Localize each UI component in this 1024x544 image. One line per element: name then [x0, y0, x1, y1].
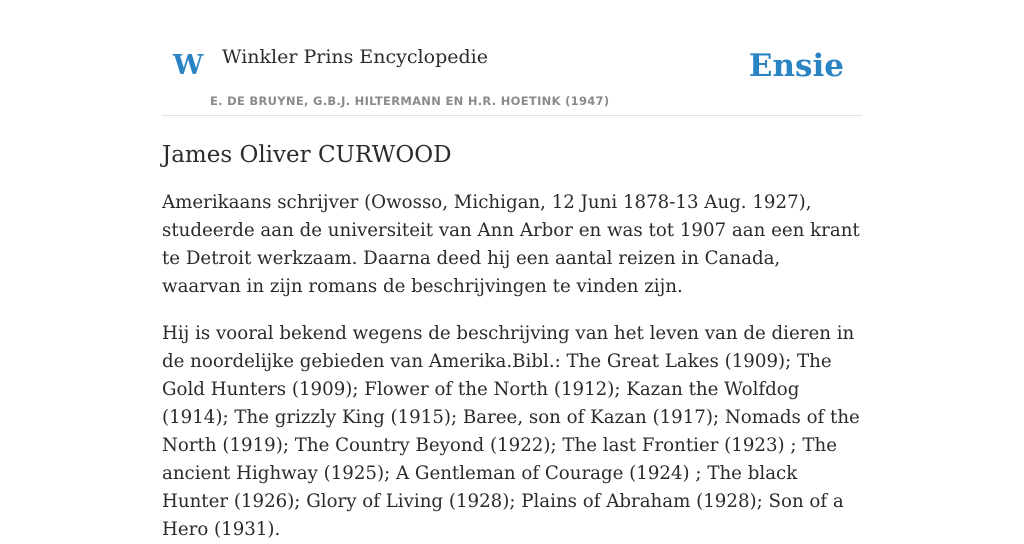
article-title: James Oliver CURWOOD	[162, 142, 452, 168]
encyclopedia-title[interactable]: Winkler Prins Encyclopedie	[222, 46, 488, 68]
article-paragraph: Hij is vooral bekend wegens de beschrijving van het leven van de dieren in de noordelijke gebieden van Amerika.Bibl.: The Great Lakes (1909); The Gold Hunters (1909); Flower of the North (1912); Kazan the Wolfdog (1914); The grizzly King (1915); Baree, son of Kazan (1917); Nomads of the North (1919); The Country Beyond (1922); The last Frontier (1923) ; The ancient Highway (1925); A Gentleman of Courage (1924) ; The black Hunter (1926); Glory of Living (1928); Plains of Abraham (1928); Son of a Hero (1931).	[162, 322, 860, 540]
ensie-logo[interactable]: Ensie	[748, 48, 844, 84]
header	[162, 0, 862, 116]
encyclopedia-logo[interactable]: W	[173, 50, 204, 81]
encyclopedia-authors: E. DE BRUYNE, G.B.J. HILTERMANN EN H.R. HOETINK (1947)	[210, 94, 610, 108]
article-paragraph: Amerikaans schrijver (Owosso, Michigan, 12 Juni 1878-13 Aug. 1927), studeerde aan de universiteit van Ann Arbor en was tot 1907 aan een krant te Detroit werkzaam. Daarna deed hij een aantal reizen in Canada, waarvan in zijn romans de beschrijvingen te vinden zijn.	[162, 191, 860, 297]
page	[162, 0, 862, 544]
